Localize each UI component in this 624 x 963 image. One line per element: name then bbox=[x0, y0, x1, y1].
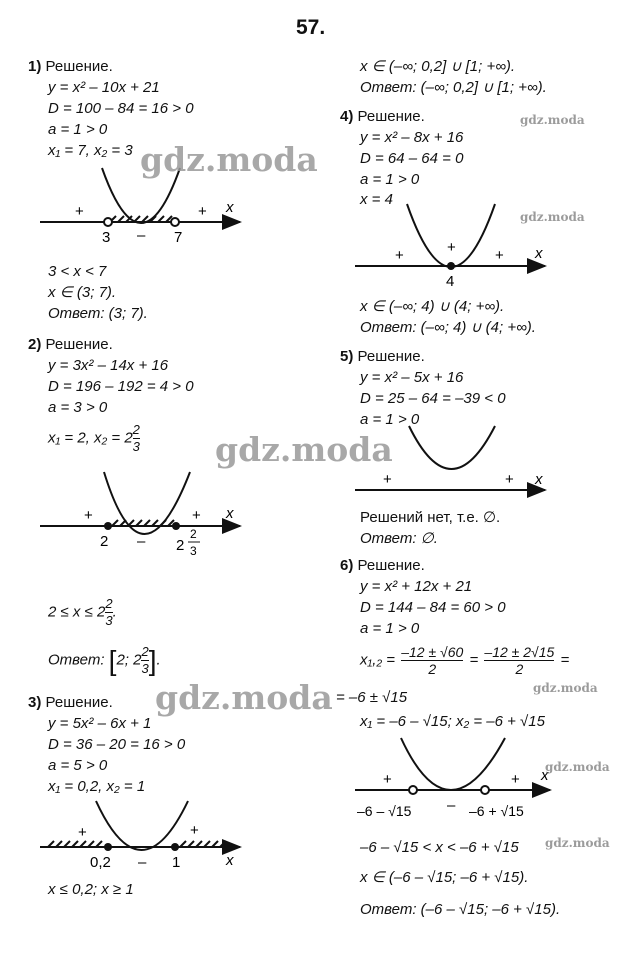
answer: Ответ: (–∞; 4) ∪ (4; +∞). bbox=[360, 319, 536, 336]
root-label: 2 bbox=[176, 537, 185, 554]
axis-label: x bbox=[535, 471, 543, 488]
plus-sign: + bbox=[198, 203, 207, 220]
root-label: 0,2 bbox=[90, 854, 111, 871]
discriminant: D = 36 – 20 = 16 > 0 bbox=[48, 736, 186, 753]
equation: y = 5x² – 6x + 1 bbox=[48, 715, 152, 732]
problem-number: 1) bbox=[28, 58, 42, 75]
root: x = 4 bbox=[360, 191, 393, 208]
minus-sign: – bbox=[137, 533, 146, 550]
root-label: 7 bbox=[174, 229, 183, 246]
leading-coefficient: a = 1 > 0 bbox=[360, 620, 420, 637]
minus-sign: – bbox=[447, 797, 456, 814]
discriminant: D = 25 – 64 = –39 < 0 bbox=[360, 390, 506, 407]
roots: x₁ = 7, x₂ = 3 bbox=[48, 142, 133, 159]
roots: x₁ = 2, x₂ = 2 $\frac{2}{3}$ bbox=[48, 422, 140, 454]
answer: Ответ: (3; 7). bbox=[48, 305, 148, 322]
answer: Ответ: ∅. bbox=[360, 530, 438, 547]
root-label: –6 – √15 bbox=[357, 803, 412, 819]
plus-sign: + bbox=[447, 239, 456, 256]
problem-number: 6) bbox=[340, 557, 354, 574]
equation: y = x² – 5x + 16 bbox=[360, 369, 464, 386]
problem-6-header bbox=[340, 556, 425, 575]
leading-coefficient: a = 1 > 0 bbox=[360, 411, 420, 428]
plus-sign: + bbox=[192, 507, 201, 524]
axis-label: x bbox=[226, 852, 234, 869]
root-label: –6 + √15 bbox=[469, 803, 524, 819]
answer: Ответ: (–∞; 0,2] ∪ [1; +∞). bbox=[360, 79, 547, 96]
roots: x₁ = 0,2, x₂ = 1 bbox=[48, 778, 146, 795]
axis-label: x bbox=[226, 199, 234, 216]
axis-label: x bbox=[541, 767, 549, 784]
plus-sign: + bbox=[505, 471, 514, 488]
discriminant: D = 144 – 84 = 60 > 0 bbox=[360, 599, 506, 616]
equation: y = 3x² – 14x + 16 bbox=[48, 357, 169, 374]
problem-3-header bbox=[28, 693, 113, 712]
root-label: 4 bbox=[446, 273, 455, 290]
roots: x₁ = –6 – √15; x₂ = –6 + √15 bbox=[360, 713, 545, 730]
equation: y = x² – 8x + 16 bbox=[360, 129, 464, 146]
watermark: gdz.moda bbox=[545, 836, 610, 850]
problem-2-header bbox=[28, 335, 113, 354]
problem-number: 4) bbox=[340, 108, 354, 125]
plus-sign: + bbox=[511, 771, 520, 788]
fraction: $\frac{2}{3}$ bbox=[141, 644, 149, 676]
solution-set: x ∈ (–∞; 0,2] ∪ [1; +∞). bbox=[360, 58, 516, 75]
solution-set: x ∈ (3; 7). bbox=[48, 284, 117, 301]
parabola-graph-3 bbox=[40, 795, 250, 875]
root-label-den: 3 bbox=[190, 544, 197, 558]
answer: Ответ: [2; 2 $\frac{2}{3}$ ]. bbox=[48, 644, 161, 676]
solution-title: Решение. bbox=[45, 58, 113, 75]
root-label: 2 bbox=[100, 533, 109, 550]
problem-number: 5) bbox=[340, 348, 354, 365]
leading-coefficient: a = 1 > 0 bbox=[360, 171, 420, 188]
root-label: 3 bbox=[102, 229, 111, 246]
fraction: $\frac{-12 \pm √60}{2}$ bbox=[401, 644, 464, 677]
inequality: 2 ≤ x ≤ 2 $\frac{2}{3}$ . bbox=[48, 596, 117, 628]
minus-sign: – bbox=[137, 227, 146, 244]
leading-coefficient: a = 1 > 0 bbox=[48, 121, 108, 138]
equation: y = x² – 10x + 21 bbox=[48, 79, 160, 96]
plus-sign: + bbox=[190, 822, 199, 839]
fraction: $\frac{2}{3}$ bbox=[132, 422, 140, 454]
solution-title: Решение. bbox=[357, 557, 425, 574]
problem-number: 3) bbox=[28, 694, 42, 711]
plus-sign: + bbox=[84, 507, 93, 524]
watermark: gdz.moda bbox=[520, 210, 585, 224]
solution-set: x ∈ (–∞; 4) ∪ (4; +∞). bbox=[360, 298, 505, 315]
watermark: gdz.moda bbox=[520, 113, 585, 127]
roots-formula: x₁,₂ = $\frac{-12 \pm √60}{2}$ = $\frac{-12 \pm 2√15}{2}$ = bbox=[360, 644, 570, 677]
solution-title: Решение. bbox=[45, 336, 113, 353]
solution-title: Решение. bbox=[45, 694, 113, 711]
inequality: 3 < x < 7 bbox=[48, 263, 107, 280]
parabola-graph-6 bbox=[355, 734, 560, 829]
plus-sign: + bbox=[383, 771, 392, 788]
root-label: 1 bbox=[172, 854, 181, 871]
watermark: gdz.moda bbox=[215, 430, 393, 469]
watermark: gdz.moda bbox=[533, 681, 598, 695]
watermark: gdz.moda bbox=[140, 140, 318, 179]
axis-label: x bbox=[535, 245, 543, 262]
plus-sign: + bbox=[75, 203, 84, 220]
watermark: gdz.moda bbox=[545, 760, 610, 774]
solution-title: Решение. bbox=[357, 108, 425, 125]
problem-number: 2) bbox=[28, 336, 42, 353]
fraction: $\frac{2}{3}$ bbox=[105, 596, 113, 628]
problem-4-header bbox=[340, 107, 425, 126]
discriminant: D = 64 – 64 = 0 bbox=[360, 150, 464, 167]
discriminant: D = 100 – 84 = 16 > 0 bbox=[48, 100, 194, 117]
leading-coefficient: a = 3 > 0 bbox=[48, 399, 108, 416]
solution-title: Решение. bbox=[357, 348, 425, 365]
no-solutions: Решений нет, т.е. ∅. bbox=[360, 509, 501, 526]
watermark: gdz.moda bbox=[155, 678, 333, 717]
problem-5-header bbox=[340, 347, 425, 366]
plus-sign: + bbox=[78, 824, 87, 841]
answer: Ответ: (–6 – √15; –6 + √15). bbox=[360, 901, 561, 918]
roots-simplified: = –6 ± √15 bbox=[336, 689, 408, 706]
solution-set: x ∈ (–6 – √15; –6 + √15). bbox=[360, 869, 529, 886]
plus-sign: + bbox=[495, 247, 504, 264]
fraction: $\frac{-12 \pm 2√15}{2}$ bbox=[484, 644, 555, 677]
minus-sign: – bbox=[138, 854, 147, 871]
parabola-graph-2 bbox=[40, 468, 250, 578]
equation: y = x² + 12x + 21 bbox=[360, 578, 473, 595]
plus-sign: + bbox=[395, 247, 404, 264]
inequality: –6 – √15 < x < –6 + √15 bbox=[360, 839, 519, 856]
leading-coefficient: a = 5 > 0 bbox=[48, 757, 108, 774]
root-label-num: 2 bbox=[190, 527, 197, 541]
discriminant: D = 196 – 192 = 4 > 0 bbox=[48, 378, 194, 395]
problem-1-header bbox=[28, 57, 113, 76]
axis-label: x bbox=[226, 505, 234, 522]
plus-sign: + bbox=[383, 471, 392, 488]
page-number: 57. bbox=[296, 16, 326, 39]
inequality: x ≤ 0,2; x ≥ 1 bbox=[48, 881, 134, 898]
